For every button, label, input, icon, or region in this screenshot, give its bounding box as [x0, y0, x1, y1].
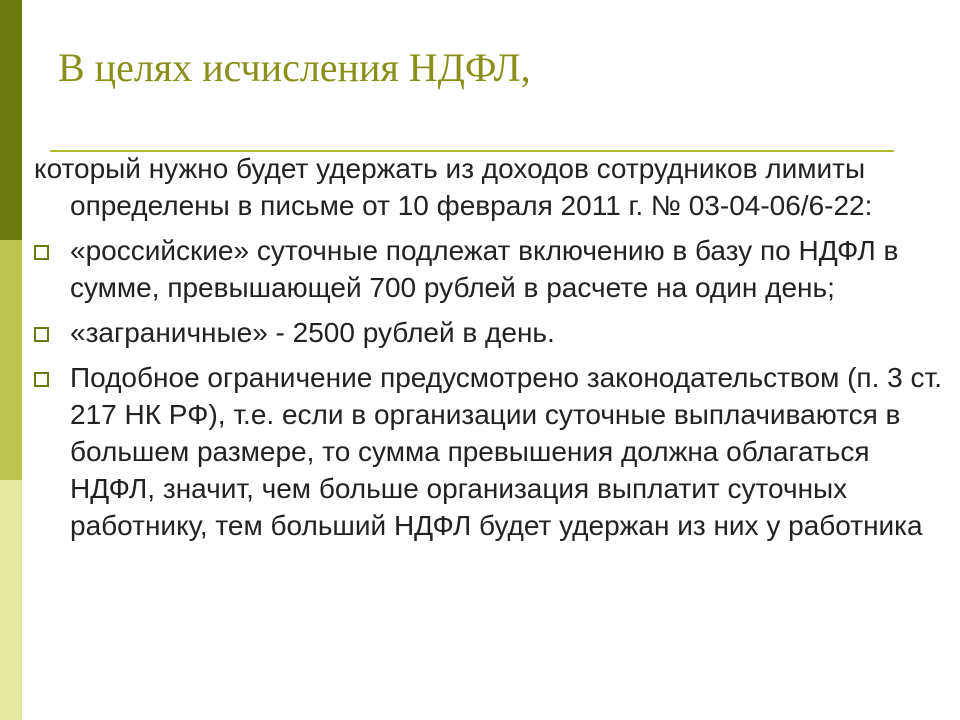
square-bullet-icon — [34, 245, 49, 260]
bullet-item — [34, 232, 952, 306]
slide-title: В целях исчисления НДФЛ, — [58, 45, 531, 90]
bullet-item — [34, 314, 952, 351]
bullet-text: «российские» суточные подлежат включению в базу по НДФЛ в сумме, превышающей 700 рублей в расчете на один день; — [70, 235, 899, 303]
bullet-text: Подобное ограничение предусмотрено законодательством (п. 3 ст. 217 НК РФ), т.е. если в организации суточные выплачиваются в большем размере, то сумма превышения должна облагаться НДФЛ, значит, чем больше организация выплатит суточных работнику, тем больший НДФЛ будет удержан из них у работника — [70, 362, 942, 541]
intro-paragraph: который нужно будет удержать из доходов сотрудников лимиты определены в письме от 10 февраля 2011 г. № 03-04-06/6-22: — [34, 153, 873, 221]
slide-content — [34, 150, 952, 544]
bullet-text: «заграничные» - 2500 рублей в день. — [70, 317, 555, 348]
side-bar-light — [0, 480, 22, 720]
bullet-item — [34, 359, 952, 544]
square-bullet-icon — [34, 372, 49, 387]
side-bar-mid — [0, 240, 22, 480]
square-bullet-icon — [34, 327, 49, 342]
side-bar-dark — [0, 0, 22, 240]
